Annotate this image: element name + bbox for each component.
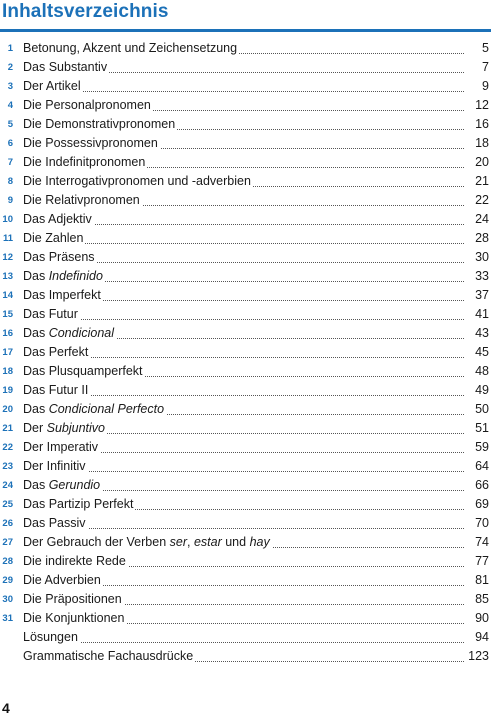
chapter-title	[23, 400, 467, 419]
chapter-title	[23, 628, 467, 647]
toc-entry[interactable]	[0, 552, 491, 571]
chapter-title-part: Das	[23, 402, 49, 416]
toc-entry[interactable]	[0, 96, 491, 115]
chapter-title-part: estar	[193, 535, 222, 549]
chapter-title	[23, 286, 467, 305]
page-number: 4	[2, 700, 10, 716]
toc-entry[interactable]	[0, 362, 491, 381]
page-ref: 77	[475, 554, 489, 568]
page-ref: 94	[475, 630, 489, 644]
page-ref: 48	[475, 364, 489, 378]
chapter-number: 11	[2, 233, 13, 244]
page-ref: 51	[475, 421, 489, 435]
chapter-title-part: Das Futur	[23, 307, 78, 321]
chapter-number: 19	[2, 385, 13, 396]
chapter-title	[23, 609, 467, 628]
page-ref: 20	[475, 155, 489, 169]
toc-entry[interactable]	[0, 172, 491, 191]
chapter-title-part: Der	[23, 421, 47, 435]
toc-entry[interactable]	[0, 153, 491, 172]
toc-entry[interactable]	[0, 191, 491, 210]
chapter-title-part: Die Personalpronomen	[23, 98, 151, 112]
chapter-title-part: Condicional	[48, 326, 115, 340]
chapter-title	[23, 647, 467, 666]
chapter-title-part: Das	[23, 478, 49, 492]
page-ref: 70	[475, 516, 489, 530]
chapter-title	[23, 153, 467, 172]
table-of-contents	[0, 39, 491, 666]
chapter-title-part: Der Gebrauch der Verben	[23, 535, 170, 549]
chapter-title	[23, 210, 467, 229]
chapter-title-part: Die Zahlen	[23, 231, 84, 245]
page-ref: 59	[475, 440, 489, 454]
chapter-title	[23, 533, 467, 552]
page-ref: 45	[475, 345, 489, 359]
chapter-title-part: Gerundio	[48, 478, 101, 492]
page-ref: 37	[475, 288, 489, 302]
page-ref: 81	[475, 573, 489, 587]
chapter-title	[23, 172, 467, 191]
toc-entry[interactable]	[0, 343, 491, 362]
chapter-title	[23, 381, 467, 400]
chapter-number: 4	[7, 100, 13, 111]
page-ref: 33	[475, 269, 489, 283]
toc-entry[interactable]	[0, 590, 491, 609]
chapter-title-part: Das Partizip Perfekt	[23, 497, 134, 511]
chapter-number: 20	[2, 404, 13, 415]
toc-entry[interactable]	[0, 229, 491, 248]
page-ref: 16	[475, 117, 489, 131]
chapter-title-part: Das Substantiv	[23, 60, 108, 74]
chapter-title-part: Die Indefinitpronomen	[23, 155, 146, 169]
chapter-title-part: Die Präpositionen	[23, 592, 122, 606]
chapter-title-part: Condicional Perfecto	[48, 402, 165, 416]
chapter-title-part: Die Interrogativpronomen und -adverbien	[23, 174, 251, 188]
toc-entry[interactable]	[0, 514, 491, 533]
chapter-title	[23, 438, 467, 457]
chapter-title-part: Die indirekte Rede	[23, 554, 126, 568]
chapter-title-part: Das Perfekt	[23, 345, 89, 359]
chapter-number: 16	[2, 328, 13, 339]
chapter-number: 28	[2, 556, 13, 567]
toc-entry[interactable]	[0, 115, 491, 134]
page-ref: 9	[482, 79, 489, 93]
title-rule	[0, 29, 491, 32]
dot-leader	[25, 91, 464, 92]
chapter-title	[23, 590, 467, 609]
toc-entry[interactable]	[0, 39, 491, 58]
page-ref: 5	[482, 41, 489, 55]
page-ref: 30	[475, 250, 489, 264]
page-ref: 69	[475, 497, 489, 511]
chapter-title	[23, 58, 467, 77]
chapter-title-part: Die Demonstrativpronomen	[23, 117, 176, 131]
chapter-number: 22	[2, 442, 13, 453]
chapter-title-part: Das Präsens	[23, 250, 95, 264]
chapter-title-part: Das Plusquamperfekt	[23, 364, 143, 378]
chapter-title	[23, 115, 467, 134]
chapter-number: 17	[2, 347, 13, 358]
chapter-number: 25	[2, 499, 13, 510]
chapter-title	[23, 343, 467, 362]
dot-leader	[25, 471, 464, 472]
chapter-number: 26	[2, 518, 13, 529]
page-ref: 22	[475, 193, 489, 207]
toc-entry[interactable]	[0, 647, 491, 666]
chapter-number: 14	[2, 290, 13, 301]
toc-entry[interactable]	[0, 286, 491, 305]
chapter-title-part: Der Infinitiv	[23, 459, 86, 473]
toc-entry[interactable]	[0, 419, 491, 438]
page-ref: 21	[475, 174, 489, 188]
chapter-title-part: Der Imperativ	[23, 440, 99, 454]
page-ref: 12	[475, 98, 489, 112]
chapter-number: 1	[7, 43, 13, 54]
dot-leader	[25, 319, 464, 320]
page-ref: 123	[468, 649, 489, 663]
chapter-number: 15	[2, 309, 13, 320]
chapter-number: 7	[7, 157, 13, 168]
chapter-title	[23, 419, 467, 438]
chapter-title-part: Indefinido	[48, 269, 103, 283]
chapter-title	[23, 495, 467, 514]
chapter-title	[23, 39, 467, 58]
chapter-title	[23, 248, 467, 267]
chapter-title	[23, 476, 467, 495]
dot-leader	[25, 243, 464, 244]
dot-leader	[25, 395, 464, 396]
chapter-title	[23, 362, 467, 381]
chapter-title-part: Grammatische Fachausdrücke	[23, 649, 194, 663]
toc-entry[interactable]	[0, 210, 491, 229]
chapter-title-part: Lösungen	[23, 630, 78, 644]
dot-leader	[25, 357, 464, 358]
chapter-title-part: ser	[169, 535, 187, 549]
toc-entry[interactable]	[0, 267, 491, 286]
chapter-title-part: und	[221, 535, 250, 549]
chapter-title-part: Das	[23, 269, 49, 283]
chapter-title-part: Das Passiv	[23, 516, 86, 530]
chapter-title	[23, 514, 467, 533]
toc-entry[interactable]	[0, 305, 491, 324]
chapter-title-part: Die Adverbien	[23, 573, 101, 587]
chapter-number: 23	[2, 461, 13, 472]
chapter-title	[23, 457, 467, 476]
chapter-number: 2	[7, 62, 13, 73]
chapter-title	[23, 305, 467, 324]
chapter-title	[23, 96, 467, 115]
chapter-number: 21	[2, 423, 13, 434]
toc-entry[interactable]	[0, 381, 491, 400]
chapter-title	[23, 77, 467, 96]
chapter-title-part: ,	[187, 535, 194, 549]
chapter-title-part: Das Adjektiv	[23, 212, 92, 226]
toc-entry[interactable]	[0, 58, 491, 77]
chapter-number: 24	[2, 480, 13, 491]
toc-entry[interactable]	[0, 134, 491, 153]
page-ref: 18	[475, 136, 489, 150]
page-ref: 74	[475, 535, 489, 549]
chapter-title-part: Das Imperfekt	[23, 288, 101, 302]
chapter-title	[23, 134, 467, 153]
dot-leader	[25, 528, 464, 529]
page-ref: 24	[475, 212, 489, 226]
chapter-title-part: Das	[23, 326, 49, 340]
page-title: Inhaltsverzeichnis	[2, 1, 169, 22]
chapter-title-part: Das Futur II	[23, 383, 89, 397]
chapter-title-part: hay	[249, 535, 270, 549]
chapter-number: 13	[2, 271, 13, 282]
page-ref: 28	[475, 231, 489, 245]
page-ref: 7	[482, 60, 489, 74]
chapter-number: 3	[7, 81, 13, 92]
page-ref: 49	[475, 383, 489, 397]
toc-entry[interactable]	[0, 400, 491, 419]
chapter-title-part: Subjuntivo	[46, 421, 105, 435]
chapter-title	[23, 267, 467, 286]
toc-entry[interactable]	[0, 457, 491, 476]
page-ref: 66	[475, 478, 489, 492]
page-ref: 90	[475, 611, 489, 625]
page-ref: 64	[475, 459, 489, 473]
toc-entry[interactable]	[0, 77, 491, 96]
chapter-title-part: Der Artikel	[23, 79, 81, 93]
toc-entry[interactable]	[0, 495, 491, 514]
chapter-title-part: Die Possessivpronomen	[23, 136, 158, 150]
chapter-number: 10	[2, 214, 13, 225]
chapter-number: 18	[2, 366, 13, 377]
toc-entry[interactable]	[0, 628, 491, 647]
chapter-title-part: Die Konjunktionen	[23, 611, 125, 625]
chapter-number: 8	[7, 176, 13, 187]
chapter-title	[23, 229, 467, 248]
page-ref: 41	[475, 307, 489, 321]
toc-entry[interactable]	[0, 533, 491, 552]
chapter-number: 5	[7, 119, 13, 130]
chapter-title	[23, 191, 467, 210]
dot-leader	[25, 642, 464, 643]
chapter-number: 29	[2, 575, 13, 586]
page-ref: 85	[475, 592, 489, 606]
toc-entry[interactable]	[0, 476, 491, 495]
toc-entry[interactable]	[0, 438, 491, 457]
page-ref: 50	[475, 402, 489, 416]
chapter-title	[23, 571, 467, 590]
toc-entry[interactable]	[0, 571, 491, 590]
chapter-number: 30	[2, 594, 13, 605]
toc-entry[interactable]	[0, 248, 491, 267]
page-ref: 43	[475, 326, 489, 340]
chapter-number: 12	[2, 252, 13, 263]
toc-entry[interactable]	[0, 609, 491, 628]
chapter-number: 27	[2, 537, 13, 548]
chapter-number: 31	[2, 613, 13, 624]
chapter-title	[23, 324, 467, 343]
chapter-title-part: Betonung, Akzent und Zeichensetzung	[23, 41, 238, 55]
toc-entry[interactable]	[0, 324, 491, 343]
chapter-title-part: Die Relativpronomen	[23, 193, 140, 207]
chapter-number: 6	[7, 138, 13, 149]
chapter-title	[23, 552, 467, 571]
chapter-number: 9	[7, 195, 13, 206]
